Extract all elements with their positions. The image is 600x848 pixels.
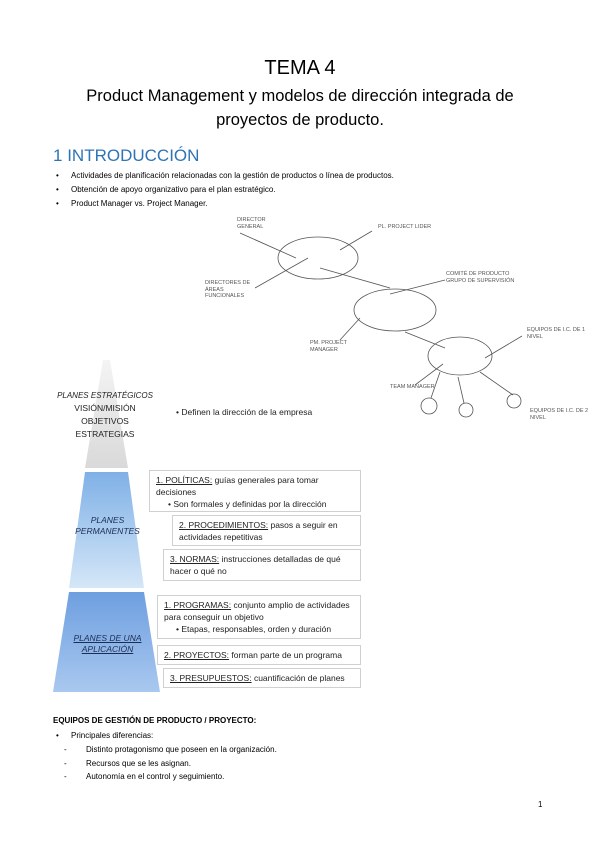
equipos-bullet-list	[53, 729, 153, 743]
programas-box	[157, 595, 361, 639]
pyramid-top-text	[40, 389, 170, 441]
section-heading	[53, 146, 199, 166]
section-title: INTRODUCCIÓN	[67, 146, 200, 165]
pyramid-top-item: OBJETIVOS	[81, 416, 129, 426]
list-item: • Principales diferencias:	[53, 729, 153, 743]
list-item: - Distinto protagonismo que poseen en la organización.	[61, 743, 277, 757]
pyramid-middle-label: PLANES PERMANENTES	[75, 515, 140, 536]
procedimientos-key: 2. PROCEDIMIENTOS:	[179, 520, 269, 530]
normas-key: 3. NORMAS:	[170, 554, 220, 564]
org-diagram	[200, 210, 590, 425]
list-item: • Product Manager vs. Project Manager.	[53, 197, 394, 211]
intro-bullet-list	[53, 169, 394, 211]
procedimientos-box	[172, 515, 361, 546]
equipos-heading: EQUIPOS DE GESTIÓN DE PRODUCTO / PROYECTO:	[53, 716, 257, 725]
presupuestos-text: cuantificación de planes	[251, 673, 345, 683]
politicas-text: guías generales para tomar decisiones	[156, 475, 319, 497]
list-item: • Actividades de planificación relacionadas con la gestión de productos o línea de productos.	[53, 169, 394, 183]
politicas-key: 1. POLÍTICAS:	[156, 475, 213, 485]
proyectos-text: forman parte de un programa	[229, 650, 342, 660]
procedimientos-text: pasos a seguir en actividades repetitivas	[179, 520, 338, 542]
programas-text: conjunto amplio de actividades para conseguir un objetivo	[164, 600, 350, 622]
page-number: 1	[538, 800, 543, 809]
normas-box	[163, 549, 361, 581]
equipos-differences-list	[61, 743, 277, 784]
pyramid-top-label: PLANES ESTRATÉGICOS	[57, 391, 153, 400]
programas-sub: • Etapas, responsables, orden y duración	[176, 624, 332, 634]
list-item: - Autonomía en el control y seguimiento.	[61, 770, 277, 784]
label-equipos-2-nivel: EQUIPOS DE I.C. DE 2 NIVEL	[530, 408, 589, 421]
politicas-sub: • Son formales y definidas por la dirección	[168, 499, 327, 509]
proyectos-box	[157, 645, 361, 665]
presupuestos-box	[163, 668, 361, 688]
presupuestos-key: 3. PRESUPUESTOS:	[170, 673, 252, 683]
label-team-manager: TEAM MANAGER	[390, 384, 435, 390]
label-director-general: DIRECTOR GENERAL	[237, 217, 266, 230]
label-project-manager: PM. PROJECT MANAGER	[310, 340, 347, 353]
proyectos-key: 2. PROYECTOS:	[164, 650, 230, 660]
pyramid-top-item: ESTRATEGIAS	[75, 429, 135, 439]
normas-text: instrucciones detalladas de qué hacer o qué no	[170, 554, 341, 576]
list-item: • Obtención de apoyo organizativo para el plan estratégico.	[53, 183, 394, 197]
page-subtitle: Product Management y modelos de dirección integrada de proyectos de producto.	[86, 87, 514, 129]
pyramid-bottom-label: PLANES DE UNA APLICACIÓN	[73, 633, 142, 654]
label-project-lider: PL. PROJECT LIDER	[378, 224, 432, 230]
label-equipos-1-nivel: EQUIPOS DE I.C. DE 1 NIVEL	[527, 327, 586, 340]
pyramid-top-item: VISIÓN/MISIÓN	[74, 403, 136, 413]
pyramid-top-note: • Definen la dirección de la empresa	[176, 407, 313, 417]
list-item: - Recursos que se les asignan.	[61, 757, 277, 771]
label-directores-areas: DIRECTORES DE ÁREAS FUNCIONALES	[205, 280, 251, 299]
politicas-box	[149, 470, 361, 512]
label-comite-producto: COMITÉ DE PRODUCTO GRUPO DE SUPERVISIÓN	[446, 271, 515, 284]
page-title: TEMA 4	[264, 57, 336, 79]
section-number: 1	[53, 146, 63, 165]
programas-key: 1. PROGRAMAS:	[164, 600, 232, 610]
